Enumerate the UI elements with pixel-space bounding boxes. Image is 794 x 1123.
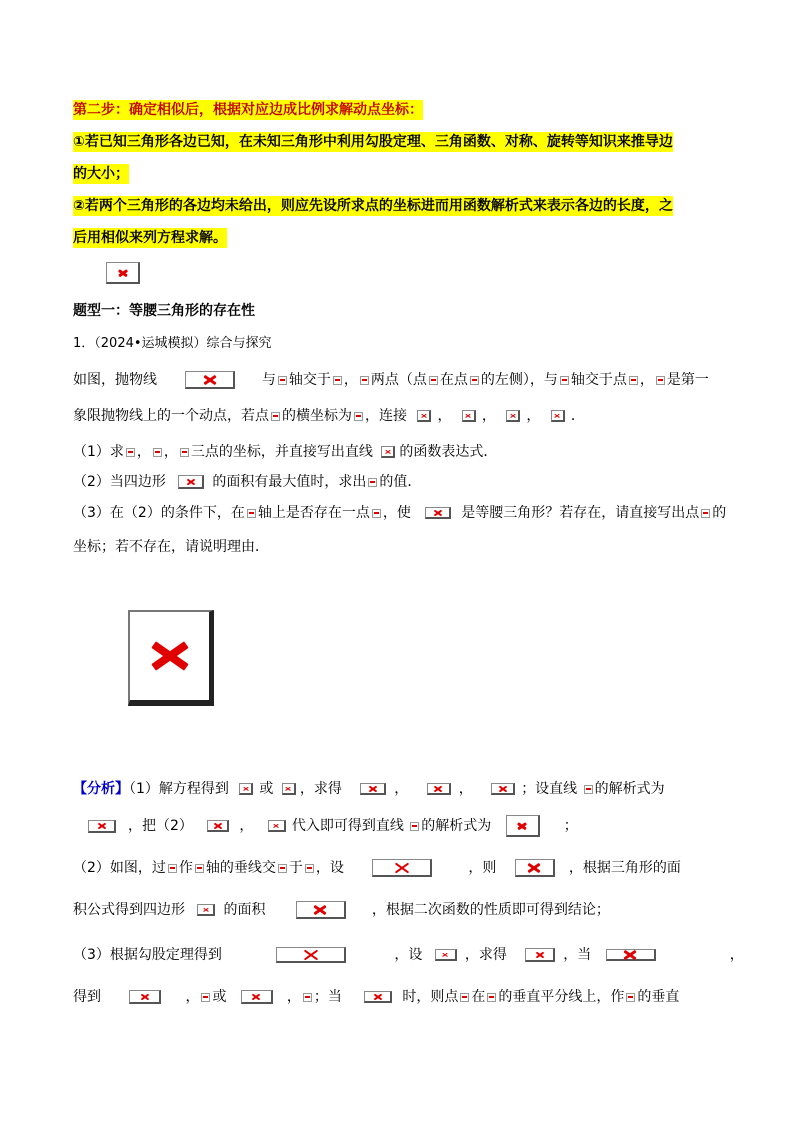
formula-q1-B [153,448,162,457]
formula-triangle [425,507,451,519]
formula-B [360,376,369,385]
step2-item1-line2: 的大小； [73,166,129,182]
formula-seg2 [462,410,476,422]
formula-a3-D [168,864,177,873]
step2-title: 第二步：确定相似后，根据对应边成比例求解动点坐标： [73,102,423,118]
formula-a2-1 [88,820,116,833]
formula-A [333,376,342,385]
formula-a6-5 [364,991,392,1003]
formula-a4-quad [197,904,215,916]
section-title: 题型一：等腰三角形的存在性 [73,303,255,319]
analysis-line-6: 得到 ， 或 ， ；当 时，则点 在 的垂直平分线上，作 的垂直 [73,989,680,1005]
analysis-line-5: （3）根据勾股定理得到 ，设 ，求得 ，当 ， [73,947,744,963]
formula-a5-4 [606,949,656,961]
broken-image-icon [128,610,214,706]
formula-q3-P2 [701,509,710,518]
problem-line-1: 如图，抛物线 与 轴交于 ， 两点（点 在点 的左侧），与 轴交于点 ， 是第一 [73,372,709,388]
formula-a6-7 [487,993,496,1002]
formula-a2-2 [207,820,229,832]
formula-q1-C [180,448,189,457]
formula-a1-3 [360,783,386,795]
formula-a5-1 [276,947,346,963]
formula-x [278,376,287,385]
step2-item2-line1: ②若两个三角形的各边均未给出，则应先设所求点的坐标进而用函数解析式来表示各边的长度，之 [73,198,673,214]
formula-a3-x [195,864,204,873]
question-3-line-1: （3）在（2）的条件下，在 轴上是否存在一点 ，使 是等腰三角形？若存在，请直接写出点 的 [73,505,727,521]
formula-a4-area [296,901,346,919]
question-3-line-2: 坐标；若不存在，请说明理由． [73,539,269,555]
formula-a6-3 [241,990,273,1004]
formula-q3-P [372,509,381,518]
formula-a6-4 [303,993,312,1002]
analysis-line-1: 【分析】（1）解方程得到 或 ，求得 ， ， ；设直线 的解析式为 [73,781,665,797]
formula-D2 [271,412,280,421]
analysis-line-4: 积公式得到四边形 的面积 ，根据二次函数的性质即可得到结论； [73,902,610,918]
formula-A2 [429,376,438,385]
formula-a6-6 [460,993,469,1002]
formula-a1-6 [584,785,593,794]
formula-seg1 [417,410,431,422]
formula-seg4 [551,410,565,422]
broken-image-placeholder [106,262,140,284]
formula-a1-2 [282,783,296,795]
formula-a6-8 [626,993,635,1002]
broken-image-icon [106,262,140,284]
formula-a2-4 [410,822,419,831]
formula-a6-2 [201,993,210,1002]
analysis-line-2: ，把（2） ， 代入即可得到直线 的解析式为 ； [88,815,578,837]
formula-a1-4 [427,783,451,795]
formula-a3-BC [278,864,287,873]
analysis-label: 【分析】 [73,781,129,797]
formula-q2-m [368,478,377,487]
formula-q1-line [381,446,395,458]
formula-a1-5 [491,783,515,795]
formula-y [560,376,569,385]
formula-a3-set [372,859,432,877]
formula-a5-2 [435,949,457,961]
formula-q3-y [247,509,256,518]
formula-a2-3 [268,820,286,832]
step2-item2-line2: 后用相似来列方程求解。 [73,230,227,246]
formula-a5-3 [525,948,555,962]
formula-parabola [185,371,235,389]
formula-C [629,376,638,385]
formula-B2 [470,376,479,385]
question-1: （1）求 ， ， 三点的坐标，并直接写出直线 的函数表达式． [73,444,498,460]
problem-header: 1．（2024•运城模拟）综合与探究 [73,336,272,351]
problem-line-2: 象限抛物线上的一个动点，若点 的横坐标为 ，连接 ， ， ， ． [73,408,585,424]
formula-a2-5 [506,815,540,837]
figure-placeholder [128,610,214,706]
formula-D [656,376,665,385]
analysis-line-3: （2）如图，过 作 轴的垂线交 于 ，设 ，则 ，根据三角形的面 [73,860,681,876]
formula-q1-A [126,448,135,457]
formula-a3-E [305,864,314,873]
formula-seg3 [506,410,520,422]
question-2: （2）当四边形 的面积有最大值时，求出 的值． [73,474,422,490]
formula-m [354,412,363,421]
formula-a3-then [515,859,555,877]
formula-a1-1 [239,783,253,795]
step2-item1-line1: ①若已知三角形各边已知，在未知三角形中利用勾股定理、三角函数、对称、旋转等知识来推导边 [73,134,673,150]
formula-a6-1 [129,990,161,1004]
formula-quad [178,475,204,489]
